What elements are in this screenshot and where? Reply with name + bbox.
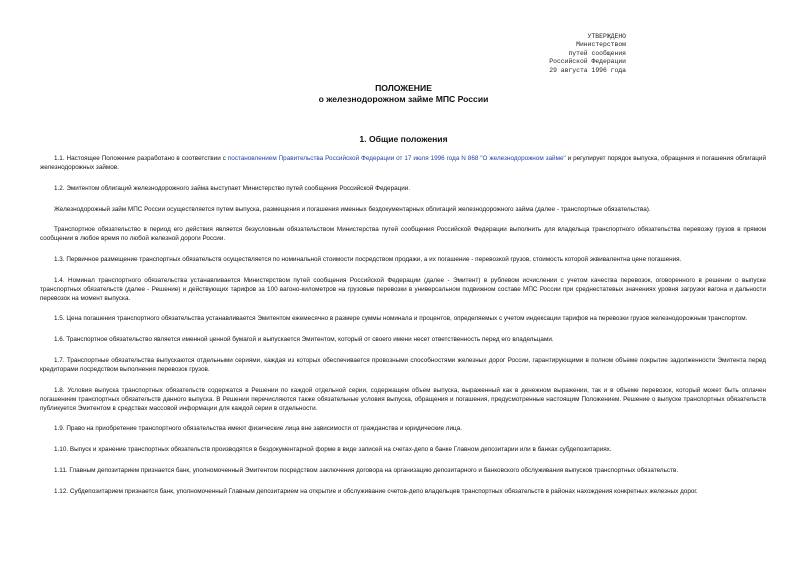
paragraph-text: 1.1. Настоящее Положение разработано в соответствии с xyxy=(54,155,228,162)
approval-stamp xyxy=(520,33,626,75)
paragraph: 1.11. Главным депозитарием признается банк, уполномоченный Эмитентом посредством заключения договора на организацию депозитарного и банковского обслуживания выпусков транспортных обязательств. xyxy=(54,466,679,474)
paragraph: 1.7. Транспортные обязательства выпускаются отдельными сериями, каждая из которых обеспечивается провозными способностями железных дорог России, гарантирующими в полном объеме покрытие задолженности Эмитента перед кредиторами посредством выполнения перевозок грузов. xyxy=(40,357,766,373)
section-heading: 1. Общие положения xyxy=(359,134,448,144)
paragraph: 1.12. Субдепозитарием признается банк, уполномоченный Главным депозитарием на открытие и обслуживание счетов-депо владельцев транспортных обязательств в районах нахождения конкретных железных дорог. xyxy=(54,487,698,495)
approval-line: Министерством xyxy=(576,41,626,49)
paragraph: 1.2. Эмитентом облигаций железнодорожного займа выступает Министерство путей сообщения Российской Федерации. xyxy=(54,184,411,192)
document-title: ПОЛОЖЕНИЕ xyxy=(375,83,432,93)
approval-line: Российской Федерации xyxy=(549,58,626,66)
title-block xyxy=(0,83,807,105)
paragraph: 1.9. Право на приобретение транспортного обязательства имеют физические лица вне зависимости от гражданства и юридические лица. xyxy=(54,425,462,433)
document-subtitle: о железнодорожном займе МПС России xyxy=(318,94,489,104)
paragraph: 1.8. Условия выпуска транспортных обязательств содержатся в Решении по каждой отдельной серии, содержащем объем выпуска, выраженный как в денежном выражении, так и в объеме перевозок, который может быть оплачен погашением транспортных обязательств данного выпуска. В Решении перечисляются также обязательные условия выпуска, обращения и погашения, предусмотренные настоящим Положением. Решение о выпуске транспортных обязательств публикуется Эмитентом в средствах массовой информации для каждой серии в отдельности. xyxy=(40,386,766,412)
paragraph: 1.3. Первичное размещение транспортных обязательств осуществляется по номинальной стоимости посредством продажи, а их погашение - перевозкой грузов, стоимость которой эквивалентна цене погашения. xyxy=(54,256,682,263)
approval-line: путей сообщения xyxy=(568,49,626,57)
paragraph: 1.10. Выпуск и хранение транспортных обязательств производятся в бездокументарной форме в виде записей на счетах-депо в банке Главном депозитарии или в банках субдепозитариях. xyxy=(54,446,612,454)
paragraph: 1.4. Номинал транспортного обязательства устанавливается Министерством путей сообщения Российской Федерации (далее - Эмитент) в рублевом исчислении с учетом качества перевозок, оговоренного в решении о выпуске транспортных обязательств (далее - Решение) и действующих тарифов за 100 вагоно-километров на грузовые перевозки в универсальном подвижном составе МПС России при среднестатевых значениях уровня загрузки вагона и дальности перевозок на момент выпуска. xyxy=(40,276,766,302)
paragraph-1-1 xyxy=(40,155,766,173)
paragraph: Транспортное обязательство в период его действия является безусловным обязательством Министерства путей сообщения Российской Федерации выполнить для владельца транспортного обязательства перевозку грузов в прямом сообщении в любое время по любой железной дороги России. xyxy=(40,226,766,243)
decree-link[interactable]: постановлением Правительства Российской Федерации от 17 июля 1996 года N 868 "О железнодорожном займе" xyxy=(227,155,566,162)
paragraph: Железнодорожный займ МПС России осуществляется путем выпуска, размещения и погашения именных бездокументарных облигаций железнодорожного займа (далее - транспортные обязательства). xyxy=(54,205,651,213)
approval-line: УТВЕРЖДЕНО xyxy=(587,33,626,40)
document-body xyxy=(40,155,766,509)
paragraph: 1.5. Цена погашения транспортного обязательства устанавливается Эмитентом ежемесячно в размере суммы номинала и процентов, определяемых с учетом индексации тарифов на перевозки грузов железнодорожным транспортом. xyxy=(54,315,748,323)
approval-line: 29 августа 1996 года xyxy=(549,66,626,74)
paragraph: 1.6. Транспортное обязательство является именной ценной бумагой и выпускается Эмитентом, который от своего имени несет ответственность перед его владельцами. xyxy=(54,336,554,344)
paragraph-text: и регулирует порядок выпуска, обращения и погашения облигаций железнодорожных займов. xyxy=(40,155,766,171)
